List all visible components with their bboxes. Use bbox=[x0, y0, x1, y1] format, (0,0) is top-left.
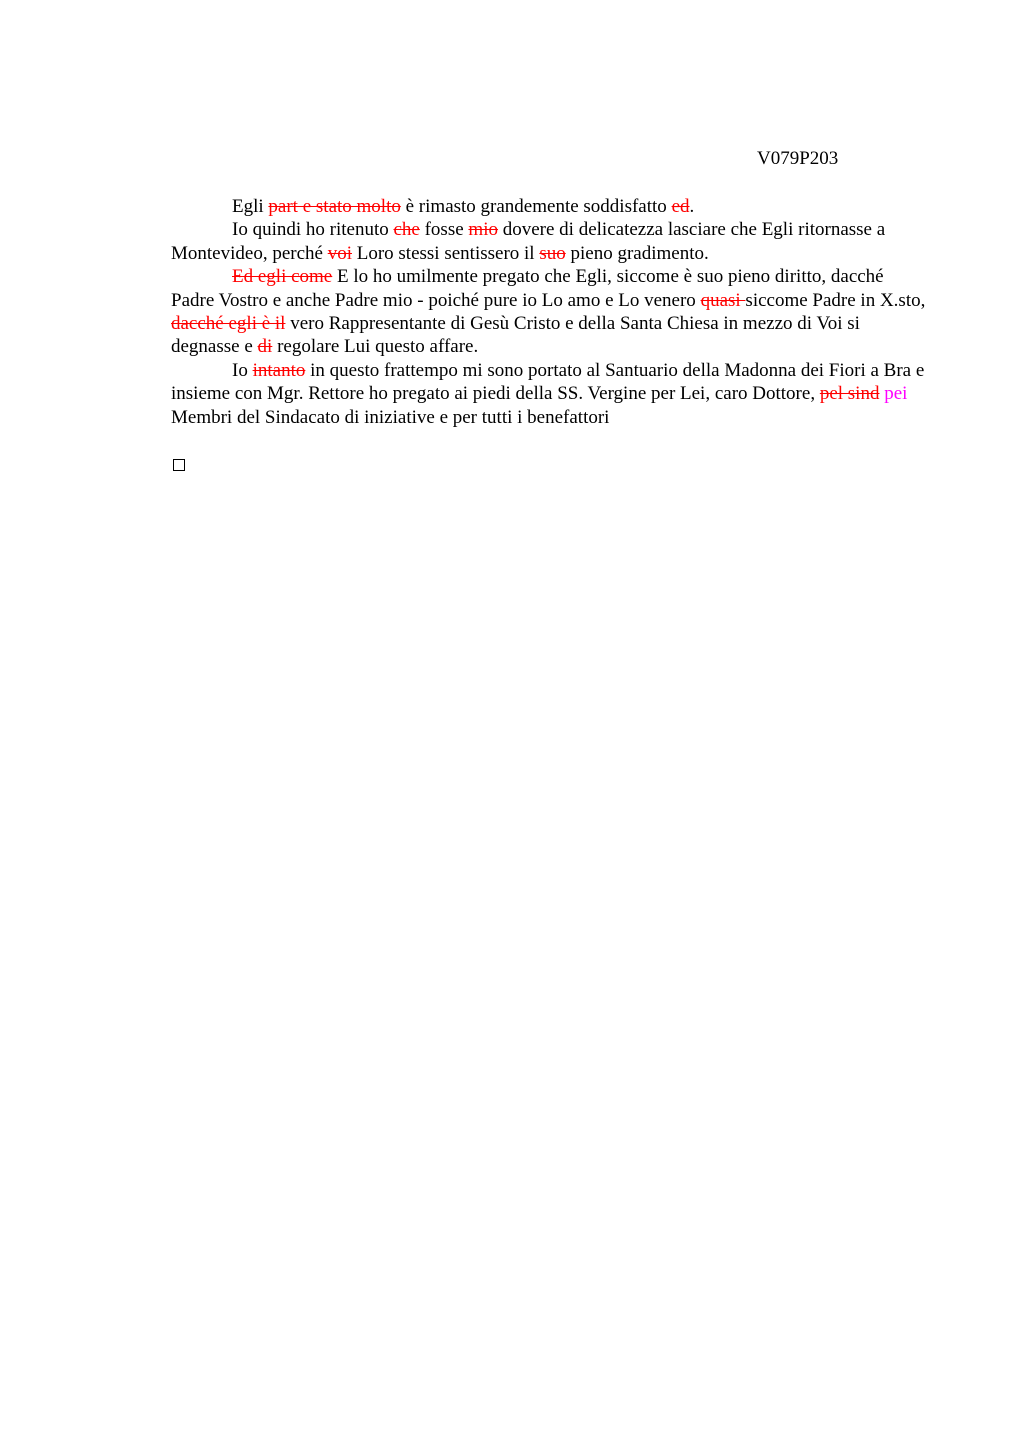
letter-body bbox=[171, 195, 931, 429]
paragraph bbox=[171, 218, 931, 265]
text-segment: dovere di delicatezza lasciare che Egli ritornasse a Montevideo, perché bbox=[171, 219, 886, 264]
paragraph bbox=[171, 359, 931, 429]
text-segment: Io quindi ho ritenuto bbox=[232, 219, 394, 241]
deleted-text: ed bbox=[671, 196, 690, 217]
deleted-text: che bbox=[393, 219, 420, 241]
text-segment: è rimasto grandemente soddisfatto bbox=[400, 196, 672, 217]
page-identifier: V079P203 bbox=[757, 148, 839, 169]
inserted-text: pei bbox=[884, 383, 908, 405]
text-segment: Membri del Sindacato di iniziative e per tutti i benefattori bbox=[171, 406, 610, 428]
text-segment: Loro stessi sentissero il bbox=[351, 242, 540, 264]
text-segment: regolare Lui questo affare. bbox=[272, 336, 479, 358]
text-segment: Io bbox=[232, 359, 253, 381]
deleted-text: part e stato molto bbox=[268, 196, 401, 217]
text-segment: fosse bbox=[419, 219, 469, 241]
text-segment: E lo ho umilmente pregato che Egli, siccome è suo pieno diritto, dacché Padre Vostro e anche Padre mio - poiché pure io Lo amo e Lo venero bbox=[171, 266, 884, 311]
deleted-text: voi bbox=[327, 242, 352, 264]
text-segment: Egli bbox=[232, 196, 269, 217]
text-segment: . bbox=[689, 196, 695, 217]
deleted-text: intanto bbox=[252, 359, 306, 381]
deleted-text: mio bbox=[468, 219, 498, 241]
deleted-text: pel sind bbox=[819, 383, 880, 405]
text-segment: siccome Padre in X.sto, bbox=[745, 289, 926, 311]
deleted-text: quasi bbox=[700, 289, 746, 311]
deleted-text: dacché egli è il bbox=[171, 313, 286, 335]
deleted-text: di bbox=[257, 336, 273, 358]
text-segment: pieno gradimento. bbox=[565, 242, 709, 264]
text-segment: in questo frattempo mi sono portato al Santuario della Madonna dei Fiori a Bra e insieme con Mgr. Rettore ho pregato ai piedi della SS. Vergine per Lei, caro Dottore, bbox=[171, 359, 925, 405]
paragraph bbox=[171, 265, 931, 359]
deleted-text: suo bbox=[539, 242, 566, 264]
deleted-text: Ed egli come bbox=[232, 266, 333, 288]
text-segment: vero Rappresentante di Gesù Cristo e della Santa Chiesa in mezzo di Voi si degnasse e bbox=[171, 313, 860, 358]
paragraph bbox=[171, 195, 931, 218]
empty-checkbox[interactable] bbox=[173, 459, 185, 471]
